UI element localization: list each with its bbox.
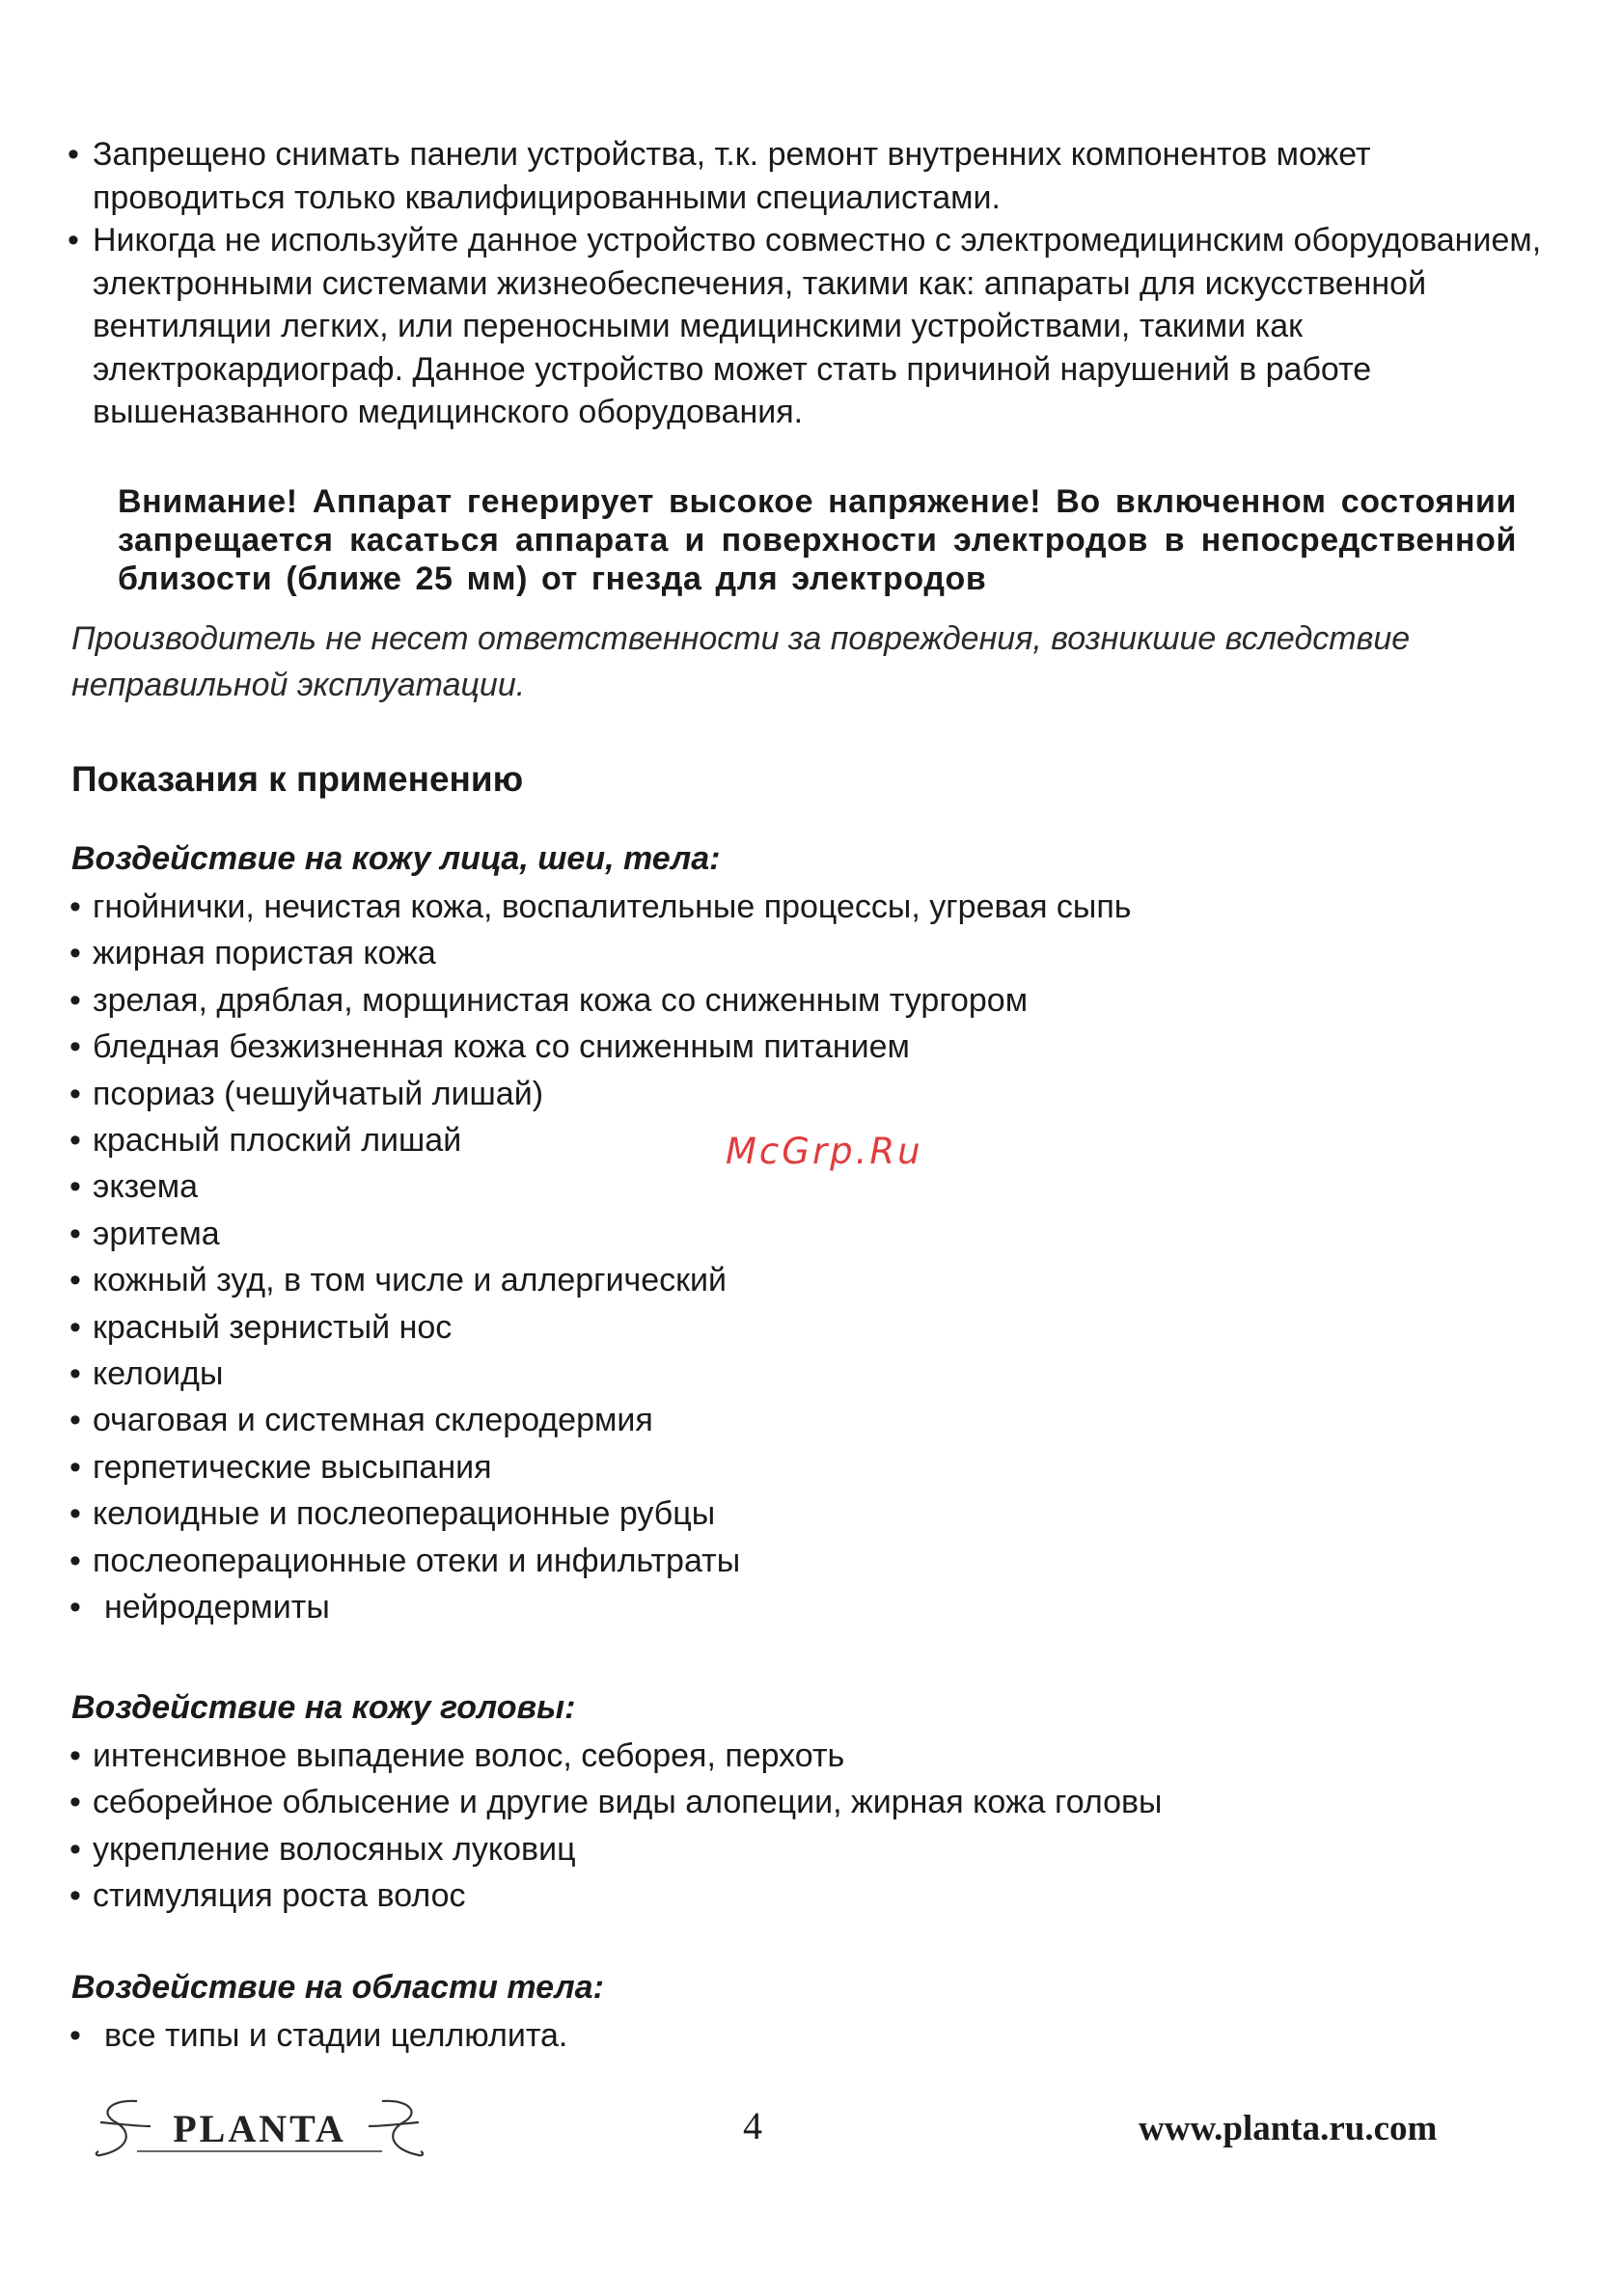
manufacturer-disclaimer: Производитель не несет ответственности за повреждения, возникшие вследствие неправильной эксплуатации. <box>71 620 1411 703</box>
logo-wordmark: PLANTA <box>173 2107 346 2150</box>
list-item: • келоиды <box>69 1351 1132 1397</box>
indications-scalp <box>69 1733 1163 1920</box>
list-item: • эритема <box>69 1211 1132 1257</box>
logo-right-swash <box>382 2101 423 2155</box>
indications-face-neck-body <box>69 884 1132 1631</box>
list-item: • зрелая, дряблая, морщинистая кожа со сниженным тургором <box>69 977 1132 1024</box>
list-item: • гнойнички, нечистая кожа, воспалительные процессы, угревая сыпь <box>69 884 1132 930</box>
list-item: • псориаз (чешуйчатый лишай) <box>69 1071 1132 1117</box>
group-title-body-areas: Воздействие на области тела: <box>71 1969 604 2006</box>
list-item: • кожный зуд, в том числе и аллергический <box>69 1257 1132 1303</box>
list-item: • герпетические высыпания <box>69 1444 1132 1490</box>
list-item: • интенсивное выпадение волос, себорея, перхоть <box>69 1733 1163 1779</box>
indications-body-areas <box>69 2012 567 2059</box>
safety-warnings <box>66 133 1571 434</box>
high-voltage-attention: Внимание! Аппарат генерирует высокое напряжение! Во включенном состоянии запрещается касаться аппарата и поверхности электродов в непосредственной близости (ближе 25 мм) от гнезда для электродов <box>118 483 1517 597</box>
page-number: 4 <box>743 2104 762 2147</box>
list-item: • жирная пористая кожа <box>69 930 1132 976</box>
watermark: McGrp.Ru <box>726 1131 923 1172</box>
logo-left-swash <box>96 2101 137 2155</box>
list-item: • укрепление волосяных луковиц <box>69 1826 1163 1872</box>
list-item: • бледная безжизненная кожа со сниженным питанием <box>69 1024 1132 1070</box>
section-title: Показания к применению <box>71 759 524 799</box>
list-item: • нейродермиты <box>69 1584 1132 1630</box>
group-title-face-neck-body: Воздействие на кожу лица, шеи, тела: <box>71 840 721 877</box>
warning-item: • Никогда не используйте данное устройство совместно с электромедицинским оборудованием, электронными системами жизнеобеспечения, такими как: аппараты для искусственной вентиляции легких, или переносными медицинскими устройствами, такими как электрокардиограф. Данное устройство может стать причиной нарушений в работе вышеназванного медицинского оборудования. <box>66 219 1571 434</box>
list-item: • все типы и стадии целлюлита. <box>69 2012 567 2059</box>
list-item: • себорейное облысение и другие виды алопеции, жирная кожа головы <box>69 1779 1163 1825</box>
website-link[interactable]: www.planta.ru.com <box>1139 2109 1438 2148</box>
list-item: • келоидные и послеоперационные рубцы <box>69 1490 1132 1537</box>
logo-left-line <box>100 2122 151 2126</box>
list-item: • экзема <box>69 1163 1132 1210</box>
list-item: • красный плоский лишай <box>69 1117 1132 1163</box>
list-item: • красный зернистый нос <box>69 1304 1132 1351</box>
logo-right-line <box>369 2122 419 2126</box>
group-title-scalp: Воздействие на кожу головы: <box>71 1689 576 1726</box>
list-item: • стимуляция роста волос <box>69 1872 1163 1919</box>
list-item: • очаговая и системная склеродермия <box>69 1397 1132 1443</box>
planta-logo <box>93 2091 426 2165</box>
warning-item: • Запрещено снимать панели устройства, т.к. ремонт внутренних компонентов может проводиться только квалифицированными специалистами. <box>66 133 1571 219</box>
list-item: • послеоперационные отеки и инфильтраты <box>69 1538 1132 1584</box>
